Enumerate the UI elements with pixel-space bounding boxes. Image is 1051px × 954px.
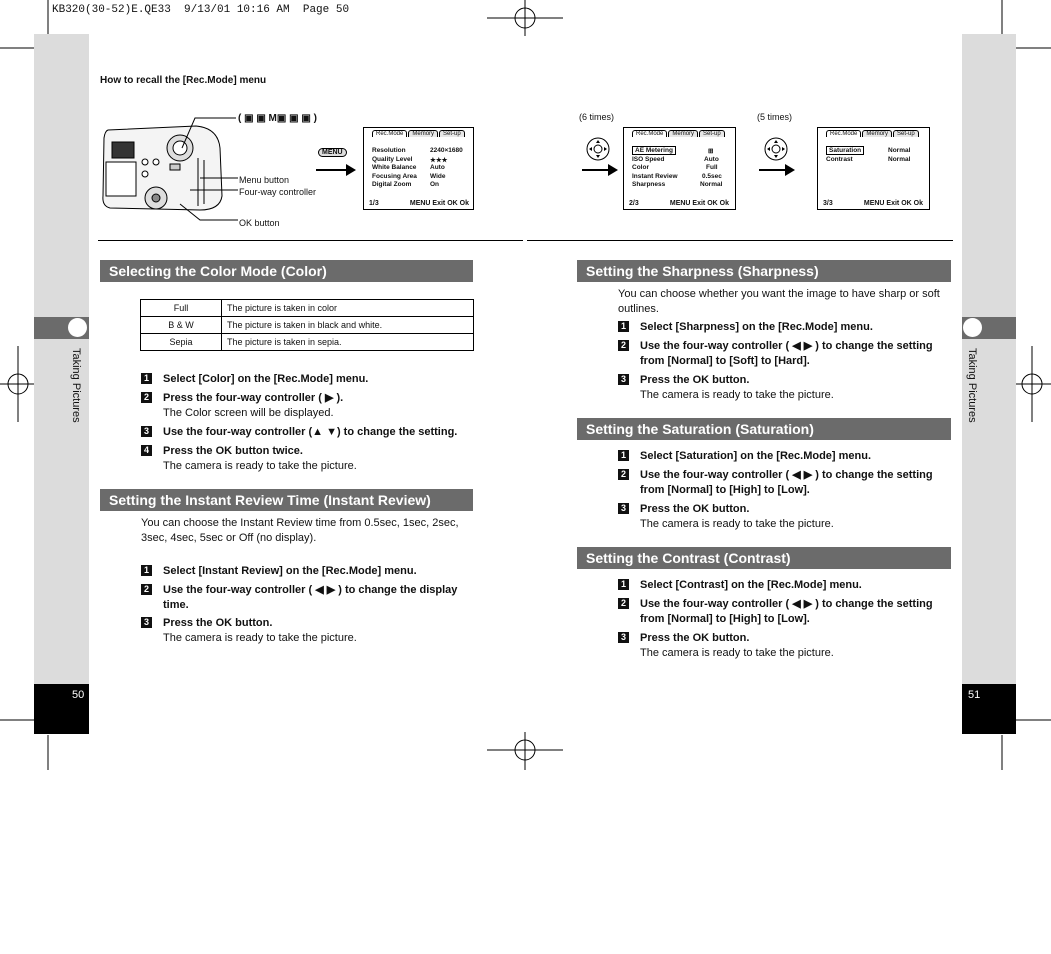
table-cell: The picture is taken in sepia.: [222, 334, 474, 351]
lcd-row: [372, 147, 466, 154]
section-title-instant-review: Setting the Instant Review Time (Instant Review): [100, 489, 473, 511]
step-number: 1: [618, 579, 629, 590]
right-tab-circle: [963, 318, 982, 337]
divider-right: [527, 240, 953, 241]
color-mode-table: [140, 299, 474, 351]
recall-title: How to recall the [Rec.Mode] menu: [100, 75, 267, 86]
left-page-box: [34, 684, 89, 734]
lcd-footer: [823, 200, 923, 207]
step: [618, 468, 952, 498]
step: [141, 425, 481, 440]
step: [618, 449, 952, 464]
step-note: The camera is ready to take the picture.: [163, 460, 357, 472]
lcd-row-key: ISO Speed: [632, 156, 665, 163]
lcd-row: [632, 181, 726, 188]
lcd-tab-setup: Set-up: [699, 130, 725, 137]
step-text: Use the four-way controller ( ◀ ▶ ) to change the setting from [Normal] to [Soft] to [Hard].: [640, 340, 933, 367]
table-cell: The picture is taken in color: [222, 300, 474, 317]
lcd-row-value: Full: [706, 164, 718, 171]
lcd-row-key: Saturation: [826, 146, 864, 155]
step: [141, 616, 481, 646]
lcd-row-selected: [632, 147, 726, 154]
lcd-row-value: ★★★: [430, 157, 448, 164]
menu-key-icon: MENU: [318, 148, 347, 157]
lcd-row-selected: [826, 147, 920, 154]
lcd-row-key: White Balance: [372, 164, 417, 171]
divider-left: [98, 240, 523, 241]
lcd-page: 1/3: [369, 200, 379, 207]
lcd-row-key: Resolution: [372, 147, 406, 154]
lcd-row-value: 0.5sec: [702, 173, 722, 180]
step-text: Press the OK button.: [163, 617, 273, 629]
step-note: The camera is ready to take the picture.: [640, 647, 834, 659]
lcd-tab-memory: Memory: [862, 130, 892, 137]
lcd-row-value: ⊞: [708, 148, 714, 155]
step-number: 1: [618, 321, 629, 332]
times-label-2: (5 times): [757, 112, 793, 122]
lcd-screen-page3: [817, 127, 930, 210]
table-cell: Full: [141, 300, 222, 317]
lcd-row-value: Auto: [704, 156, 719, 163]
lcd-row-value: Auto: [430, 164, 445, 171]
left-tab-circle: [68, 318, 87, 337]
step-text: Select [Instant Review] on the [Rec.Mode] menu.: [163, 565, 417, 577]
step: [141, 444, 481, 474]
step-text: Select [Saturation] on the [Rec.Mode] menu.: [640, 450, 872, 462]
step-text: Use the four-way controller (▲ ▼) to change the setting.: [163, 426, 458, 438]
section-title-saturation: Setting the Saturation (Saturation): [577, 418, 951, 440]
step-text: Press the OK button.: [640, 374, 750, 386]
step-number: 2: [618, 598, 629, 609]
step-text: Use the four-way controller ( ◀ ▶ ) to change the setting from [Normal] to [High] to [Low].: [640, 469, 933, 496]
four-way-label: Four-way controller: [239, 187, 317, 197]
four-way-controller-icon: [763, 136, 789, 162]
step-text: Select [Color] on the [Rec.Mode] menu.: [163, 373, 369, 385]
lcd-row-value: Wide: [430, 173, 446, 180]
lcd-row: [826, 156, 920, 163]
step-number: 1: [618, 450, 629, 461]
ok-button-label: OK button: [239, 218, 280, 228]
step-number: 3: [618, 632, 629, 643]
step-text: Press the OK button twice.: [163, 445, 303, 457]
step-text: Select [Sharpness] on the [Rec.Mode] menu.: [640, 321, 873, 333]
lcd-row: [372, 156, 466, 163]
table-row: [141, 317, 474, 334]
step: [618, 339, 952, 369]
lcd-row-key: Digital Zoom: [372, 181, 412, 188]
step-number: 2: [618, 340, 629, 351]
lcd-tab-recmode: Rec.Mode: [632, 130, 667, 137]
section-title-sharpness: Setting the Sharpness (Sharpness): [577, 260, 951, 282]
lcd-footer-keys: MENU Exit OK Ok: [409, 200, 469, 207]
step: [618, 373, 952, 403]
step-number: 2: [141, 584, 152, 595]
lcd-row-value: Normal: [700, 181, 723, 188]
table-row: [141, 334, 474, 351]
lcd-row-value: On: [430, 181, 440, 188]
table-row: [141, 300, 474, 317]
arrow-right-icon: [582, 163, 618, 177]
page-number-right: 51: [968, 689, 981, 701]
lcd-tab-recmode: Rec.Mode: [372, 130, 407, 137]
lcd-screen-page2: [623, 127, 736, 210]
step: [618, 631, 952, 661]
lcd-page: 2/3: [629, 200, 639, 207]
step-number: 1: [141, 373, 152, 384]
step-note: The camera is ready to take the picture.: [640, 518, 834, 530]
lcd-row: [632, 164, 726, 171]
step-number: 3: [618, 503, 629, 514]
step-note: The camera is ready to take the picture.: [640, 389, 834, 401]
lcd-row-value: Normal: [888, 147, 911, 154]
step-text: Press the four-way controller ( ▶ ).: [163, 392, 344, 404]
lcd-row: [632, 156, 726, 163]
right-side-label: Taking Pictures: [966, 348, 978, 423]
section-intro: You can choose whether you want the image to have sharp or soft outlines.: [618, 288, 940, 315]
four-way-controller-icon: [585, 136, 611, 162]
step-number: 3: [141, 617, 152, 628]
table-cell: B & W: [141, 317, 222, 334]
lcd-footer-keys: MENU Exit OK Ok: [863, 200, 923, 207]
times-label-1: (6 times): [579, 112, 615, 122]
step: [141, 583, 481, 613]
lcd-footer: [369, 200, 469, 207]
lcd-footer: [629, 200, 729, 207]
section-title-color: Selecting the Color Mode (Color): [100, 260, 473, 282]
step-number: 2: [141, 392, 152, 403]
step-text: Use the four-way controller ( ◀ ▶ ) to change the setting from [Normal] to [High] to [Low].: [640, 598, 933, 625]
step-number: 1: [141, 565, 152, 576]
lcd-page: 3/3: [823, 200, 833, 207]
mode-icons: ( ▣ ▣ M▣ ▣ ▣ ): [238, 113, 317, 124]
lcd-row: [632, 173, 726, 180]
arrow-right-icon: [316, 163, 356, 177]
step-number: 3: [618, 374, 629, 385]
step: [618, 578, 952, 593]
lcd-row-key: Quality Level: [372, 156, 413, 163]
step-number: 2: [618, 469, 629, 480]
lcd-row-value: Normal: [888, 156, 911, 163]
step: [141, 391, 481, 421]
step-text: Press the OK button.: [640, 503, 750, 515]
lcd-row-value: 2240×1680: [430, 147, 463, 154]
step: [618, 597, 952, 627]
lcd-row: [372, 164, 466, 171]
table-cell: Sepia: [141, 334, 222, 351]
arrow-right-icon: [759, 163, 795, 177]
step-text: Select [Contrast] on the [Rec.Mode] menu.: [640, 579, 862, 591]
step-note: The camera is ready to take the picture.: [163, 632, 357, 644]
lcd-row: [372, 173, 466, 180]
lcd-tab-memory: Memory: [668, 130, 698, 137]
step-text: Use the four-way controller ( ◀ ▶ ) to change the display time.: [163, 584, 458, 611]
lcd-screen-page1: [363, 127, 474, 210]
lcd-row-key: Instant Review: [632, 173, 678, 180]
section-title-contrast: Setting the Contrast (Contrast): [577, 547, 951, 569]
step-number: 4: [141, 445, 152, 456]
lcd-tab-setup: Set-up: [439, 130, 465, 137]
page-number-left: 50: [72, 689, 85, 701]
lcd-row-key: Focusing Area: [372, 173, 417, 180]
lcd-row-key: AE Metering: [632, 146, 676, 155]
table-cell: The picture is taken in black and white.: [222, 317, 474, 334]
section-intro: You can choose the Instant Review time from 0.5sec, 1sec, 2sec, 3sec, 4sec, 5sec or Off (no display).: [141, 517, 459, 544]
step-text: Press the OK button.: [640, 632, 750, 644]
step-number: 3: [141, 426, 152, 437]
step: [618, 502, 952, 532]
lcd-tab-memory: Memory: [408, 130, 438, 137]
lcd-row: [372, 181, 466, 188]
step: [141, 372, 481, 387]
menu-button-label: Menu button: [239, 175, 290, 185]
lcd-tab-setup: Set-up: [893, 130, 919, 137]
lcd-footer-keys: MENU Exit OK Ok: [669, 200, 729, 207]
step-note: The Color screen will be displayed.: [163, 407, 334, 419]
step: [141, 564, 481, 579]
lcd-row-key: Contrast: [826, 156, 853, 163]
right-page-box: [962, 684, 1016, 734]
print-slug: KB320(30-52)E.QE33 9/13/01 10:16 AM Page 50: [52, 4, 350, 16]
lcd-row-key: Color: [632, 164, 649, 171]
lcd-tab-recmode: Rec.Mode: [826, 130, 861, 137]
camera-callouts: [170, 112, 320, 232]
lcd-row-key: Sharpness: [632, 181, 666, 188]
left-side-label: Taking Pictures: [70, 348, 82, 423]
step: [618, 320, 952, 335]
